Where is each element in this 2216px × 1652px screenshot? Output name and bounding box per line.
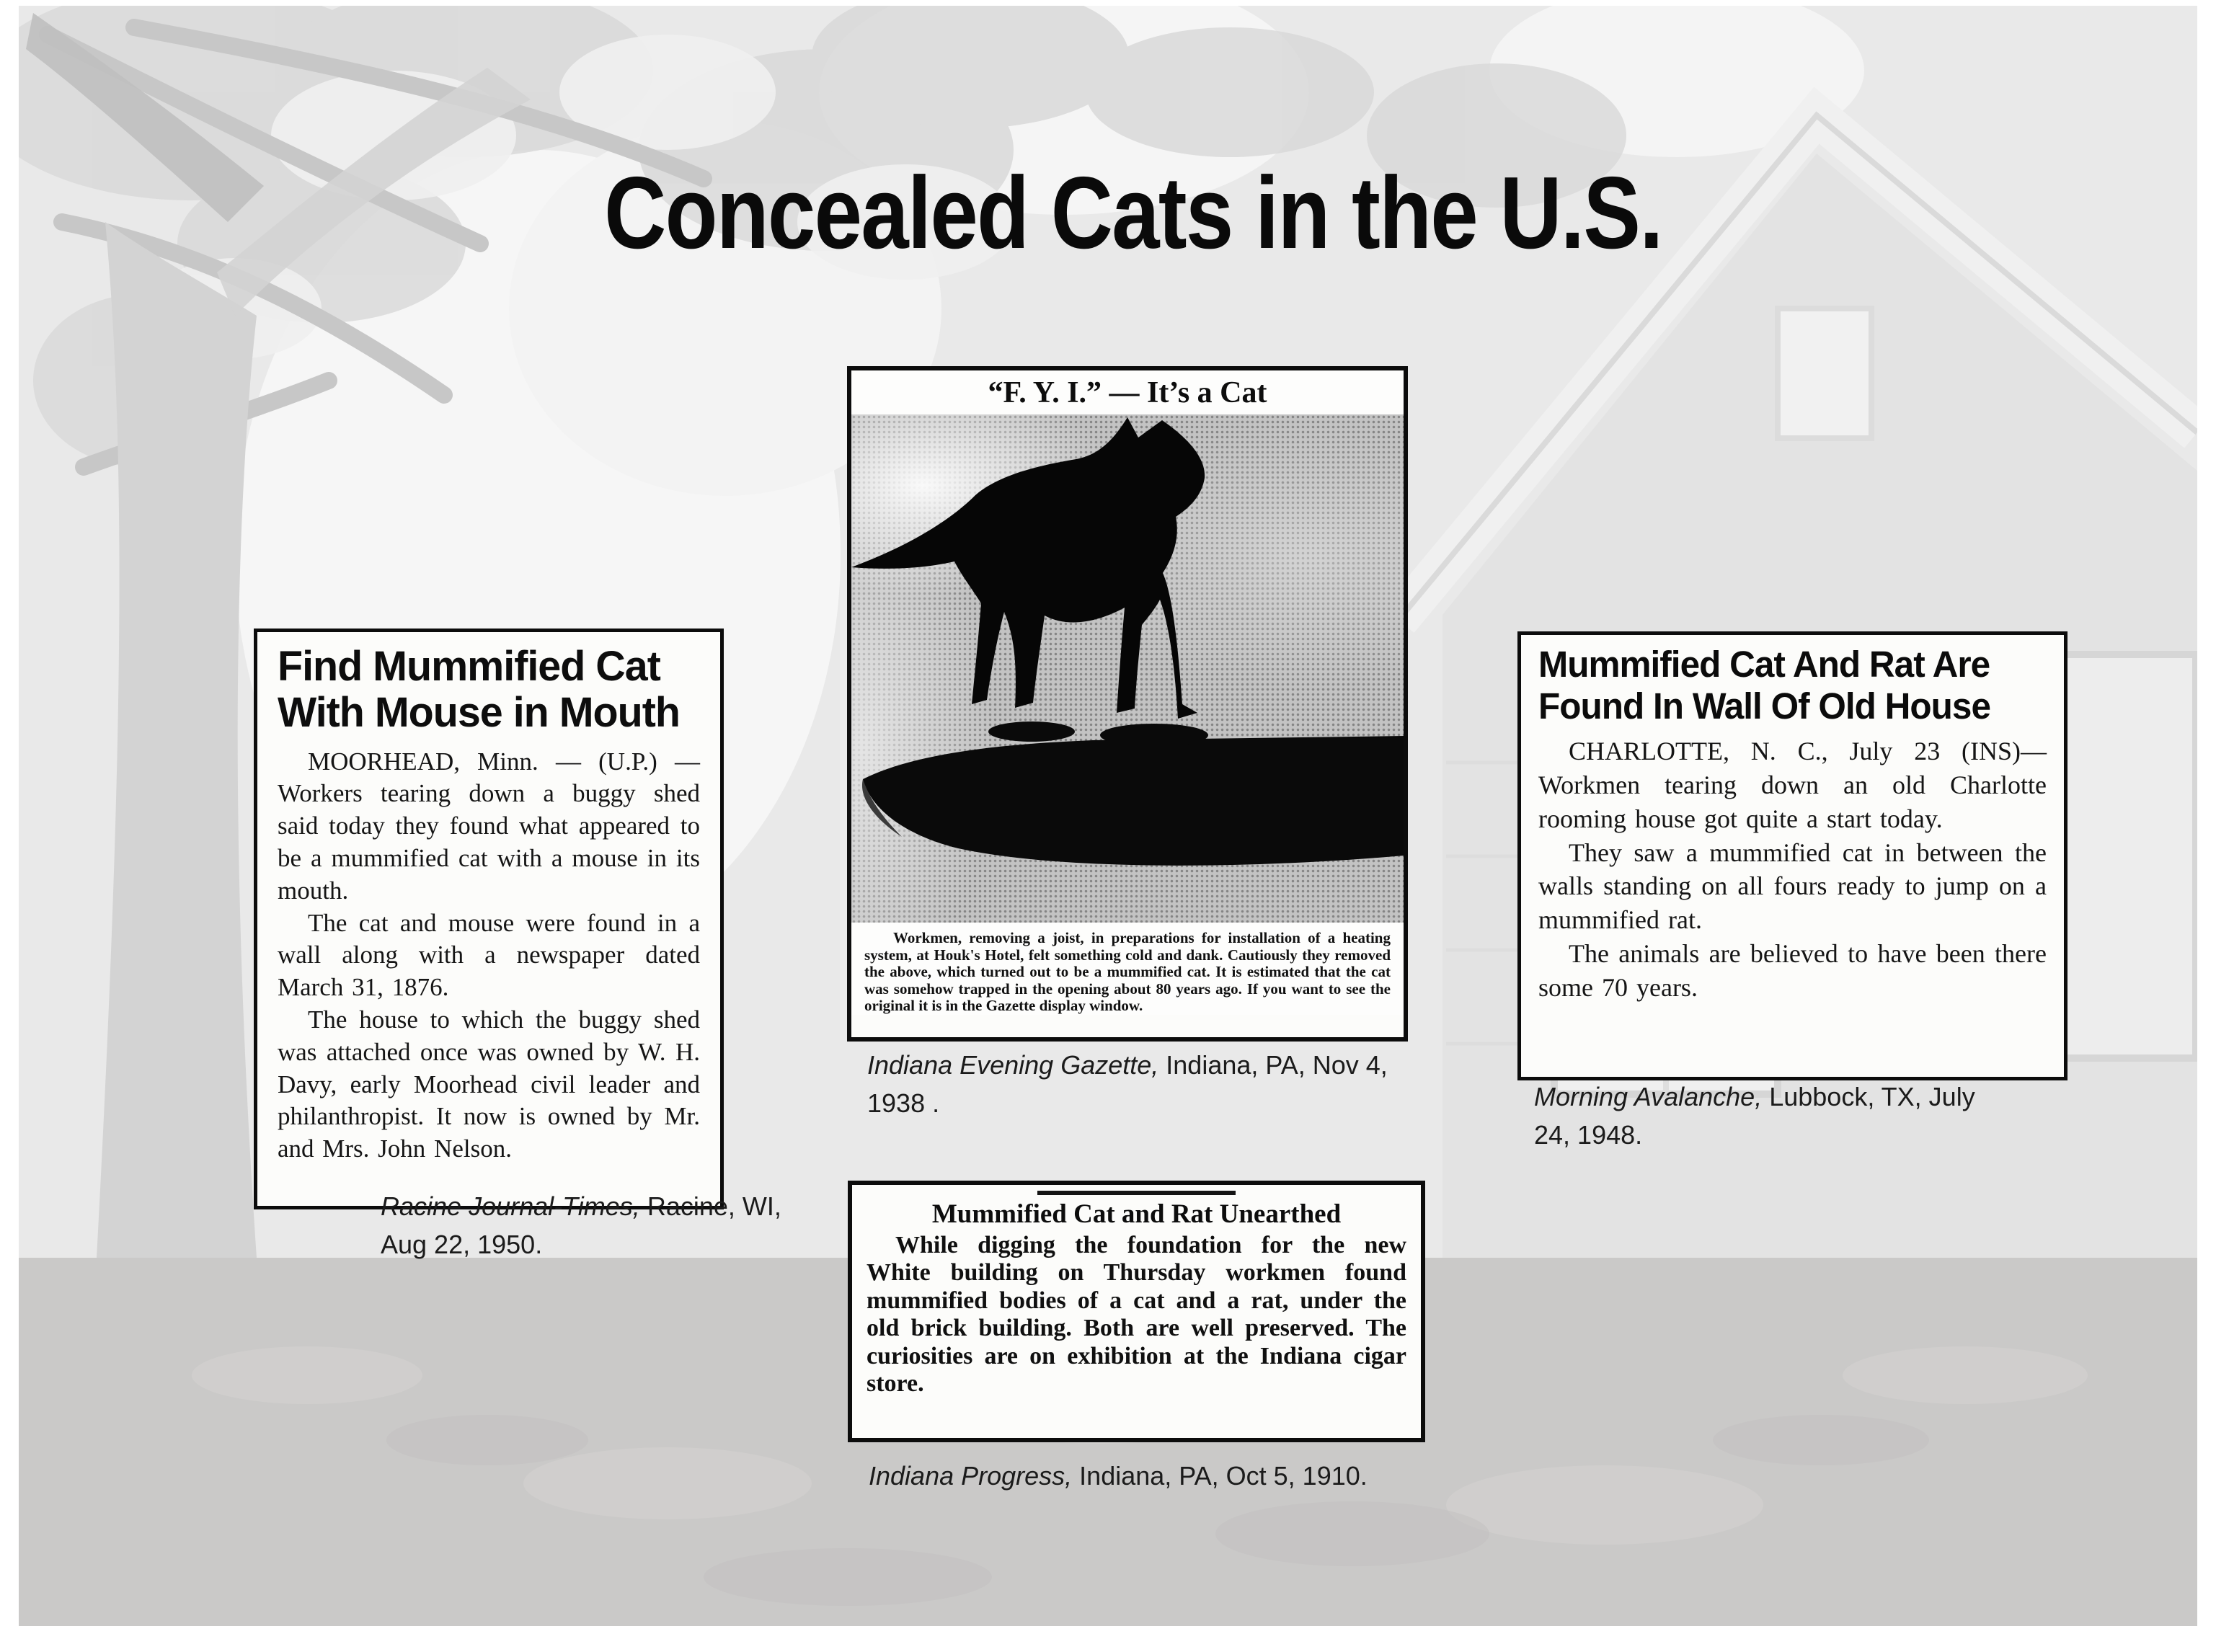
newspaper-clipping-gazette — [847, 366, 1408, 1042]
clipping-headline: Mummified Cat and Rat Unearthed — [931, 1199, 1342, 1229]
caption-detail: Indiana, PA, Nov 4, 1938 . — [867, 1050, 1388, 1118]
tree-trunk — [97, 222, 257, 1258]
caption-journal-name: Indiana Evening Gazette, — [867, 1050, 1159, 1080]
clipping-paragraph: The animals are believed to have been there some 70 years. — [1538, 939, 2047, 1002]
clipping-headline: Find Mummified Cat With Mouse in Mouth — [278, 643, 680, 736]
slide-title: Concealed Cats in the U.S. — [604, 156, 1662, 270]
attic-window — [1778, 308, 1871, 438]
caption-journal-name: Indiana Progress, — [869, 1461, 1073, 1491]
source-caption-gazette — [867, 1047, 1389, 1122]
caption-detail: Lubbock, TX, July 24, 1948. — [1534, 1082, 1975, 1150]
mummified-cat-photo — [851, 414, 1404, 923]
mummified-cat-silhouette — [851, 414, 1404, 923]
caption-detail: Indiana, PA, Oct 5, 1910. — [1072, 1461, 1368, 1491]
clipping-paragraph: CHARLOTTE, N. C., July 23 (INS)—Workmen tearing down an old Charlotte rooming house got quite a start today. — [1538, 737, 2047, 833]
source-caption-racine — [381, 1188, 799, 1264]
caption-journal-name: Racine Journal-Times, — [381, 1191, 640, 1221]
clipping-headline: Mummified Cat And Rat Are Found In Wall Of Old House — [1538, 644, 1990, 727]
newspaper-clipping-avalanche — [1517, 631, 2067, 1080]
clipping-paragraph: The house to which the buggy shed was attached once was owned by W. H. Davy, early Moorhead civil leader and philanthropist. It now is owned by Mr. and Mrs. John Nelson. — [278, 1005, 700, 1163]
clipping-headline: “F. Y. I.” — It’s a Cat — [851, 370, 1404, 414]
caption-journal-name: Morning Avalanche, — [1534, 1082, 1763, 1111]
clipping-body: While digging the foundation for the new White building on Thursday workmen found mummified bodies of a cat and a rat, under the old brick building. Both are well preserved. The curiosities are on exhibition at the Indiana cigar store. — [867, 1232, 1406, 1398]
clipping-paragraph: MOORHEAD, Minn. — (U.P.) — Workers tearing down a buggy shed said today they found what appeared to be a mummified cat with a mouse in its mouth. — [278, 747, 700, 905]
clipping-body — [278, 746, 700, 1165]
source-caption-progress — [869, 1457, 1438, 1496]
clipping-body — [1538, 734, 2047, 1004]
newspaper-clipping-racine — [254, 629, 724, 1209]
clipping-paragraph: The cat and mouse were found in a wall along with a newspaper dated March 31, 1876. — [278, 908, 700, 1002]
photo-caption: Workmen, removing a joist, in preparations for installation of a heating system, at Houk's Hotel, felt something cold and dank. Cautiously they removed the above, which turned out to be a mummified cat. It is estimated that the cat was somehow trapped in the opening about 80 years ago. If you want to see the original it is in the Gazette display window. — [851, 923, 1404, 1015]
caption-detail: Racine, WI, Aug 22, 1950. — [381, 1191, 781, 1259]
newspaper-clipping-progress — [848, 1181, 1425, 1442]
clipping-paragraph: They saw a mummified cat in between the walls standing on all fours ready to jump on a mummified rat. — [1538, 838, 2047, 935]
decorative-rule — [1037, 1191, 1236, 1195]
source-caption-avalanche — [1534, 1078, 2007, 1154]
